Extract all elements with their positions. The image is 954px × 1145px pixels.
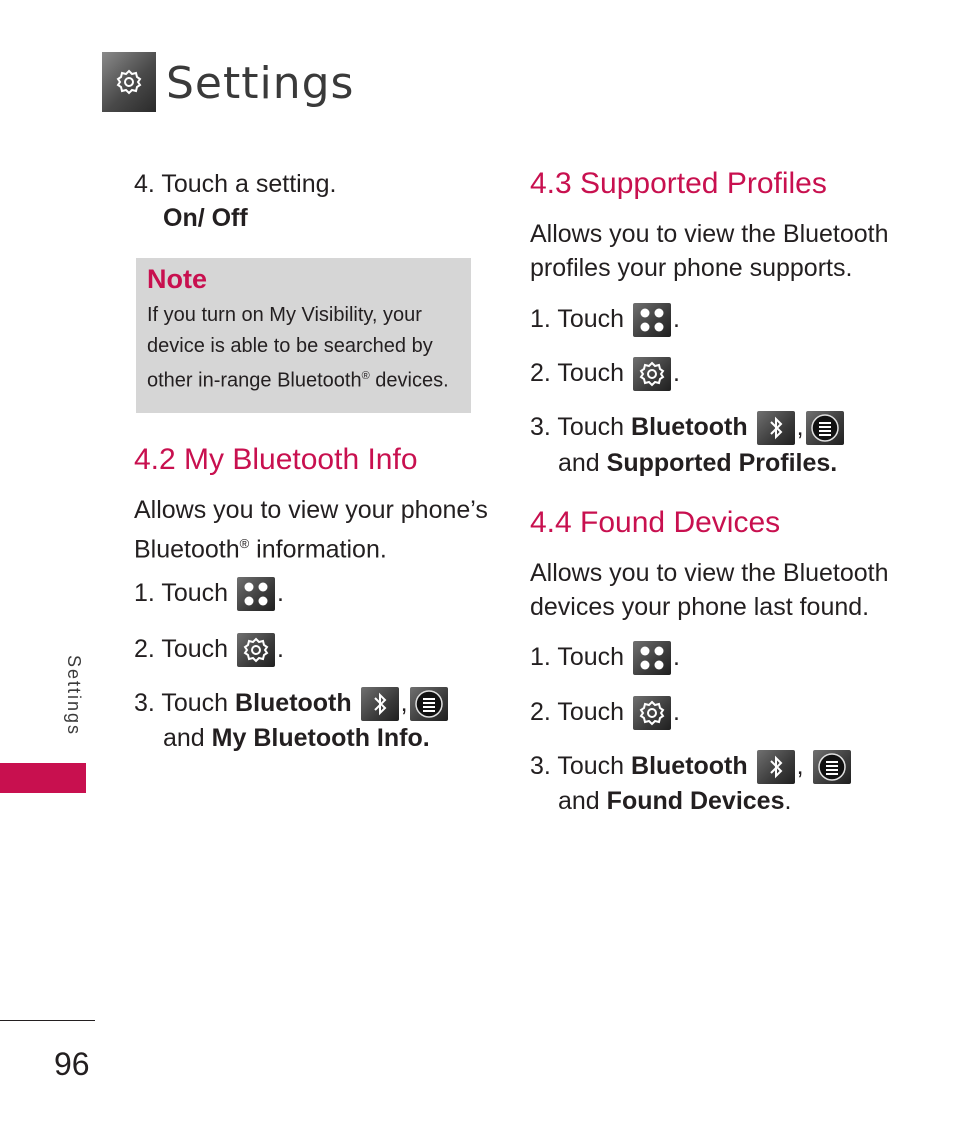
note-line-3a: other in-range Bluetooth: [147, 369, 362, 392]
period: .: [673, 643, 680, 671]
s44-desc-2: devices your phone last found.: [530, 593, 870, 621]
apps-grid-icon: [633, 641, 671, 675]
s44-step-1: [530, 640, 680, 675]
step-3-bluetooth: Bluetooth: [631, 413, 748, 441]
settings-gear-icon: [102, 52, 156, 112]
and-text: and: [558, 787, 600, 815]
note-line-1: If you turn on My Visibility, your: [147, 304, 422, 326]
section-heading-my-bluetooth-info: 4.2 My Bluetooth Info: [134, 443, 418, 476]
left-step-3-cont: [163, 721, 430, 755]
step-3-text: 3. Touch: [134, 689, 229, 717]
s43-step-3-cont: [558, 446, 837, 480]
apps-grid-icon: [237, 577, 275, 611]
step-3-target: Found Devices: [606, 787, 785, 815]
s43-desc-2: profiles your phone supports.: [530, 254, 853, 282]
step-1-text: 1. Touch: [134, 579, 229, 607]
settings-gear-icon: [633, 696, 671, 730]
page-number: 96: [54, 1046, 90, 1082]
side-tab-bar: [0, 763, 86, 793]
section-heading-supported-profiles: 4.3 Supported Profiles: [530, 167, 827, 200]
section-desc-2a: Bluetooth: [134, 535, 240, 564]
period: .: [277, 579, 284, 607]
section-heading-found-devices: 4.4 Found Devices: [530, 506, 781, 539]
step-4-options: On/ Off: [163, 204, 248, 232]
apps-grid-icon: [633, 303, 671, 337]
settings-gear-icon: [633, 357, 671, 391]
menu-list-icon: [410, 687, 448, 721]
note-line-3b: devices.: [369, 369, 449, 392]
bluetooth-icon: [361, 687, 399, 721]
step-4: 4. Touch a setting.: [134, 170, 337, 198]
registered-mark: ®: [361, 370, 370, 382]
s43-step-1: [530, 302, 680, 337]
step-3-bluetooth: Bluetooth: [631, 752, 748, 780]
left-step-2: [134, 632, 284, 667]
period: .: [673, 359, 680, 387]
section-desc-2b: information.: [249, 535, 387, 564]
s44-step-2: [530, 695, 680, 730]
footer-rule: [0, 1020, 95, 1021]
period: .: [673, 305, 680, 333]
step-1-text: 1. Touch: [530, 643, 625, 671]
s44-desc-1: Allows you to view the Bluetooth: [530, 559, 889, 587]
note-line-2: device is able to be searched by: [147, 335, 433, 357]
page-title: Settings: [166, 58, 355, 109]
note-line-3: [147, 361, 449, 396]
section-desc-1: Allows you to view your phone’s: [134, 496, 488, 524]
bluetooth-icon: [757, 750, 795, 784]
step-3-text: 3. Touch: [530, 413, 625, 441]
s44-step-3: [530, 749, 853, 784]
step-2-text: 2. Touch: [530, 698, 625, 726]
step-2-text: 2. Touch: [134, 635, 229, 663]
step-3-bluetooth: Bluetooth: [235, 689, 352, 717]
period: .: [277, 635, 284, 663]
menu-list-icon: [813, 750, 851, 784]
settings-gear-icon: [237, 633, 275, 667]
left-step-3: [134, 686, 450, 721]
comma: ,: [796, 413, 804, 441]
note-title: Note: [147, 264, 207, 294]
s44-step-3-cont: [558, 784, 791, 818]
period: .: [784, 787, 792, 815]
step-2-text: 2. Touch: [530, 359, 625, 387]
step-1-text: 1. Touch: [530, 305, 625, 333]
step-3-target: Supported Profiles.: [606, 449, 838, 477]
comma: ,: [796, 752, 804, 780]
side-tab-label: Settings: [64, 655, 84, 737]
s43-step-2: [530, 356, 680, 391]
left-step-1: [134, 576, 284, 611]
and-text: and: [163, 724, 205, 752]
period: .: [673, 698, 680, 726]
section-desc-2: [134, 527, 387, 566]
s43-step-3: [530, 410, 846, 445]
bluetooth-icon: [757, 411, 795, 445]
comma: ,: [400, 689, 408, 717]
step-3-target: My Bluetooth Info.: [211, 724, 430, 752]
menu-list-icon: [806, 411, 844, 445]
step-3-text: 3. Touch: [530, 752, 625, 780]
registered-mark: ®: [239, 536, 250, 551]
s43-desc-1: Allows you to view the Bluetooth: [530, 220, 889, 248]
and-text: and: [558, 449, 600, 477]
